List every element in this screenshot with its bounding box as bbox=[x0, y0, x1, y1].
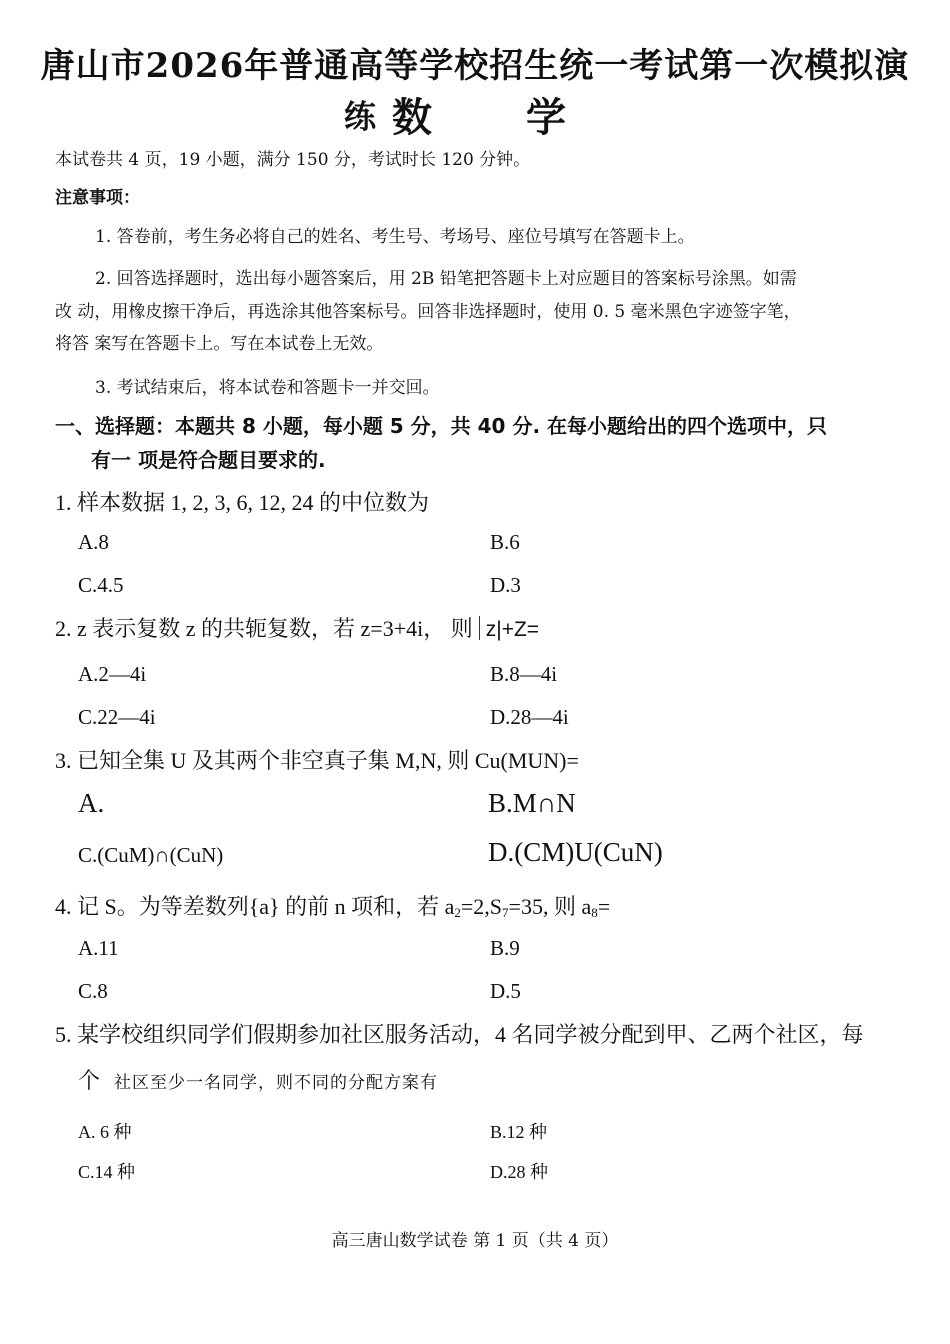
question-3-option-d: D.(CM)U(CuN) bbox=[488, 837, 663, 867]
question-5-option-d: D.28 种 bbox=[490, 1162, 548, 1182]
question-1-option-c: C.4.5 bbox=[78, 573, 124, 597]
question-4-stem-part-1: 4. 记 S。为等差数列{a} 的前 n 项和，若 a bbox=[55, 894, 455, 919]
abs-bar-mark bbox=[479, 616, 480, 640]
notice-heading: 注意事项： bbox=[55, 188, 140, 208]
question-2-stem-tail: z|+Z= bbox=[485, 618, 540, 641]
question-5-stem-line-1: 5. 某学校组织同学们假期参加社区服务活动，4 名同学被分配到甲、乙两个社区，每 bbox=[55, 1022, 864, 1047]
question-4-stem-part-2: =2,S bbox=[460, 894, 503, 919]
question-5-option-b: B.12 种 bbox=[490, 1122, 548, 1142]
exam-intro: 本试卷共 4 页，19 小题，满分 150 分，考试时长 120 分钟。 bbox=[55, 150, 531, 170]
question-5-option-c: C.14 种 bbox=[78, 1162, 136, 1182]
exam-title bbox=[0, 38, 950, 87]
question-3-option-a: A. bbox=[78, 788, 105, 818]
question-2-stem bbox=[55, 612, 539, 643]
question-1-stem: 1. 样本数据 1, 2, 3, 6, 12, 24 的中位数为 bbox=[55, 490, 430, 515]
question-3-stem: 3. 已知全集 U 及其两个非空真子集 M,N, 则 Cu(MUN)= bbox=[55, 748, 579, 773]
notice-item-2-line-2: 改 动，用橡皮擦干净后，再选涂其他答案标号。回答非选择题时，使用 0. 5 毫米黑色字迹签字笔， bbox=[55, 302, 801, 322]
subscript-7: 7 bbox=[502, 905, 509, 920]
question-4-option-c: C.8 bbox=[78, 979, 108, 1003]
question-2-option-a: A.2—4i bbox=[78, 662, 147, 686]
exam-title-tail: 练 bbox=[344, 97, 377, 136]
question-5-stem-line-2-start: 个 bbox=[78, 1068, 101, 1093]
notice-item-2-line-3: 将答 案写在答题卡上。写在本试卷上无效。 bbox=[55, 334, 384, 354]
exam-title-text: 唐山市2026年普通高等学校招生统一考试第一次模拟演 bbox=[40, 46, 910, 86]
question-1-option-d: D.3 bbox=[490, 573, 521, 597]
question-3-option-c: C.(CuM)∩(CuN) bbox=[78, 843, 224, 867]
question-5-option-a: A. 6 种 bbox=[78, 1122, 132, 1142]
subject-name: 数 学 bbox=[392, 95, 606, 141]
question-2-stem-text: 2. z 表示复数 z 的共轭复数，若 z=3+4i， 则 bbox=[55, 616, 473, 641]
question-5-stem-line-2 bbox=[78, 1064, 438, 1095]
question-4-stem-part-3: =35, 则 a bbox=[508, 894, 592, 919]
question-1-option-b: B.6 bbox=[490, 530, 520, 554]
question-4-option-a: A.11 bbox=[78, 936, 119, 960]
question-2-option-b: B.8—4i bbox=[490, 662, 558, 686]
question-5-stem-line-2-rest: 社区至少一名同学，则不同的分配方案有 bbox=[114, 1073, 439, 1092]
notice-item-3: 3. 考试结束后，将本试卷和答题卡一并交回。 bbox=[95, 378, 440, 398]
question-1-option-a: A.8 bbox=[78, 530, 109, 554]
exam-subtitle bbox=[0, 86, 950, 143]
question-4-stem bbox=[55, 890, 610, 921]
page-footer: 高三唐山数学试卷 第 1 页（共 4 页） bbox=[331, 1231, 619, 1251]
notice-item-2-line-1: 2. 回答选择题时，选出每小题答案后，用 2B 铅笔把答题卡上对应题目的答案标号涂黑。如需 bbox=[95, 269, 797, 289]
question-2-option-c: C.22—4i bbox=[78, 705, 156, 729]
section-1-heading-line-2: 有一 项是符合题目要求的. bbox=[91, 448, 326, 472]
subscript-8: 8 bbox=[591, 905, 598, 920]
question-4-stem-end: = bbox=[597, 894, 611, 919]
question-3-option-b: B.M∩N bbox=[488, 788, 576, 818]
section-1-heading-line-1: 一、选择题：本题共 8 小题，每小题 5 分，共 40 分. 在每小题给出的四个选项中，只 bbox=[55, 414, 828, 438]
question-4-option-d: D.5 bbox=[490, 979, 521, 1003]
subscript-2: 2 bbox=[454, 905, 461, 920]
notice-item-1: 1. 答卷前，考生务必将自己的姓名、考生号、考场号、座位号填写在答题卡上。 bbox=[95, 227, 695, 247]
question-2-option-d: D.28—4i bbox=[490, 705, 569, 729]
question-4-option-b: B.9 bbox=[490, 936, 520, 960]
